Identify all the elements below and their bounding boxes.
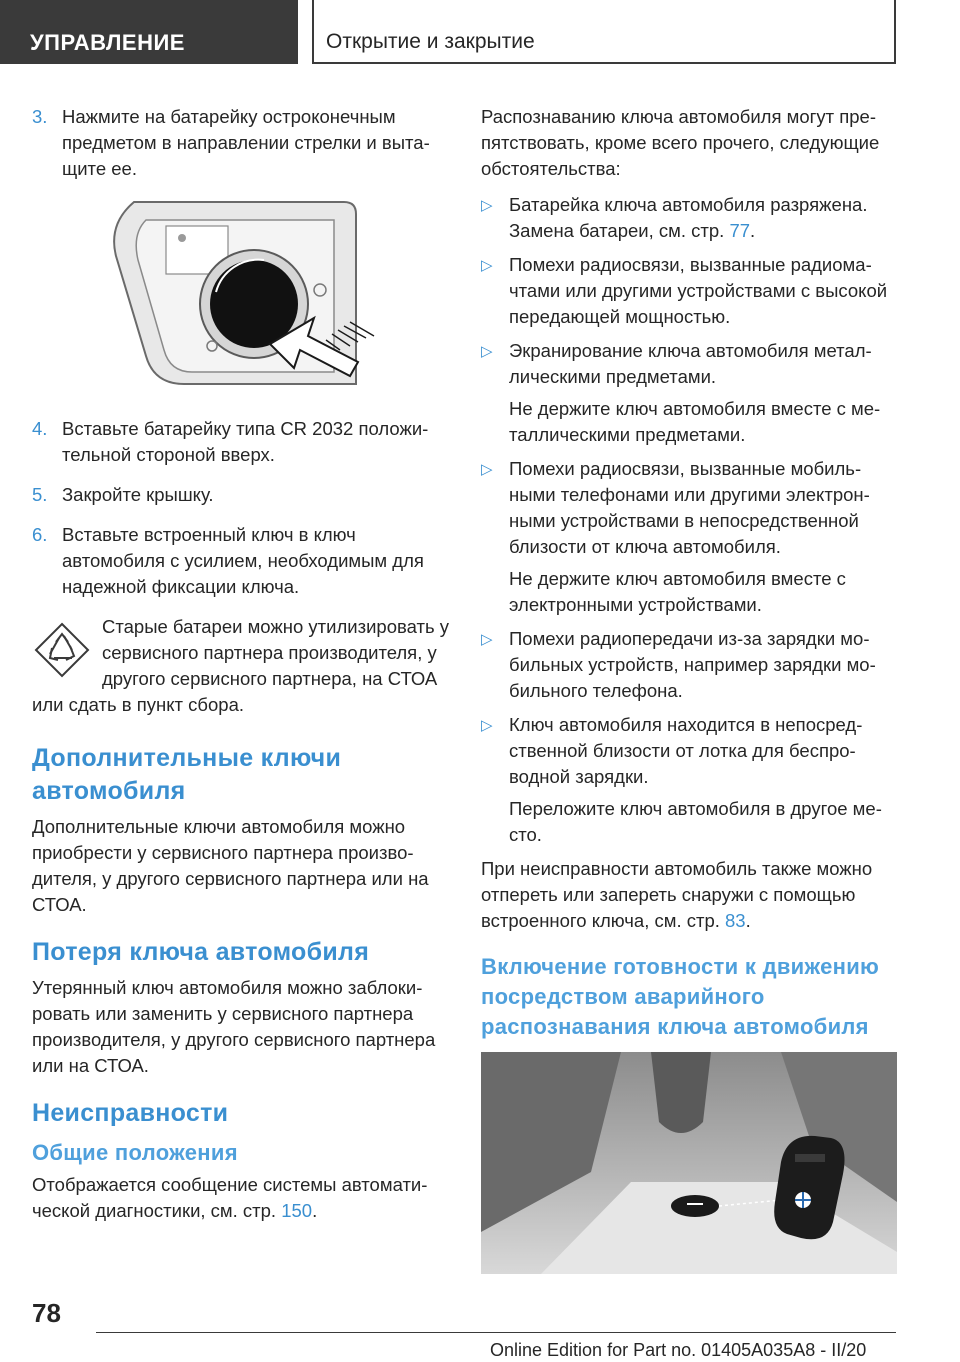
page-link-83[interactable]: 83 — [725, 910, 746, 931]
list-item — [481, 712, 897, 790]
period: . — [312, 1200, 318, 1221]
step-item — [32, 522, 452, 600]
list-item — [481, 338, 897, 390]
triangle-bullet-icon: ▷ — [481, 461, 493, 478]
lost-key-text: Утерянный ключ автомобиля можно заблокировать или заменить у сервисного партнера производителя, у другого сервисного партнера или на СТОА. — [32, 977, 436, 1076]
step-number: 3. — [32, 106, 48, 127]
list-item-body: Батарейка ключа автомобиля разряжена. Замена батареи, см. стр. — [509, 194, 868, 241]
general-text-paragraph — [32, 1172, 452, 1224]
outro-paragraph — [481, 856, 897, 934]
list-item-advice: Не держите ключ автомобиля вместе с электронными устройствами. — [509, 568, 846, 615]
page-link-77[interactable]: 77 — [729, 220, 751, 241]
list-item-text: Ключ автомобиля находится в непосредственной близости от лотка для беспроводной зарядки. — [509, 714, 863, 787]
step-text: Закройте крышку. — [62, 484, 214, 505]
list-item-text: Помехи радиосвязи, вызванные радиомачтами или другими устройствами с высокой передающей мощностью. — [509, 254, 888, 327]
extra-keys-text: Дополнительные ключи автомобиля можно приобрести у сервисного партнера производителя, у другого сервисного партнера или на СТОА. — [32, 816, 429, 915]
footer-divider — [96, 1332, 896, 1333]
section-tab: УПРАВЛЕНИЕ — [0, 0, 298, 64]
intro-text: Распознаванию ключа автомобиля могут препятствовать, кроме всего прочего, следующие обстоятельства: — [481, 106, 880, 179]
page-number: 78 — [32, 1298, 61, 1328]
list-item — [481, 252, 897, 330]
step-text: Нажмите на батарейку остроконечным предметом в направлении стрелки и вытащите ее. — [62, 106, 430, 179]
left-column — [32, 104, 452, 1242]
step-number: 6. — [32, 524, 48, 545]
period: . — [745, 910, 751, 931]
list-item-advice: Не держите ключ автомобиля вместе с металлическими предметами. — [509, 398, 881, 445]
list-item-advice: Переложите ключ автомобиля в другое место. — [509, 798, 882, 845]
extra-keys-heading: Дополнительные ключи автомобиля — [32, 744, 342, 805]
list-item-text: Помехи радиопередачи из-за зарядки мобильных устройств, например зарядки мобильного телефона. — [509, 628, 876, 701]
chapter-title: Открытие и закрытие — [312, 0, 896, 64]
list-item — [481, 456, 897, 560]
step-item — [32, 416, 452, 468]
faults-heading: Неисправности — [32, 1099, 229, 1127]
triangle-bullet-icon: ▷ — [481, 631, 493, 648]
recycling-note-text: Старые батареи можно утилизировать у сервисного партнера производителя, у другого сервисного партнера, на СТОА или сдать в пункт сбора. — [32, 616, 449, 715]
step-text: Вставьте встроенный ключ в ключ автомобиля с усилием, необходимым для надежной фиксации ключа. — [62, 524, 424, 597]
triangle-bullet-icon: ▷ — [481, 343, 493, 360]
period: . — [750, 220, 756, 241]
triangle-bullet-icon: ▷ — [481, 717, 493, 734]
key-battery-illustration — [94, 196, 484, 392]
page-link-150[interactable]: 150 — [281, 1200, 313, 1221]
edition-footer: Online Edition for Part no. 01405A035A8 - II/20 — [490, 1340, 867, 1360]
emergency-key-photo — [481, 1052, 897, 1274]
triangle-bullet-icon: ▷ — [481, 197, 493, 214]
emergency-key-heading: Включение готовности к движению посредством аварийного распознавания ключа автомобиля — [481, 954, 880, 1039]
list-item — [481, 192, 897, 244]
right-column — [481, 104, 897, 1274]
key-battery-drawing — [94, 196, 484, 392]
list-item — [481, 626, 897, 704]
step-text: Вставьте батарейку типа CR 2032 положительной стороной вверх. — [62, 418, 429, 465]
recycle-icon — [32, 620, 92, 680]
general-text: Отображается сообщение системы автоматической диагностики, см. стр. — [32, 1174, 428, 1221]
outro-text: При неисправности автомобиль также можно отпереть или запереть снаружи с помощью встроенного ключа, см. стр. — [481, 858, 873, 931]
list-item-text: Помехи радиосвязи, вызванные мобильными телефонами или другими электронными устройствами в непосредственной близости от ключа автомобиля. — [509, 458, 870, 557]
lost-key-heading: Потеря ключа автомобиля — [32, 938, 370, 966]
triangle-bullet-icon: ▷ — [481, 257, 493, 274]
step-number: 4. — [32, 418, 48, 439]
step-item — [32, 482, 452, 508]
car-interior-drawing — [481, 1052, 897, 1274]
step-item — [32, 104, 452, 182]
list-item-text — [509, 192, 897, 244]
general-heading: Общие положения — [32, 1140, 238, 1165]
recycling-note — [32, 614, 452, 718]
step-number: 5. — [32, 484, 48, 505]
list-item-text: Экранирование ключа автомобиля металлическими предметами. — [509, 340, 872, 387]
